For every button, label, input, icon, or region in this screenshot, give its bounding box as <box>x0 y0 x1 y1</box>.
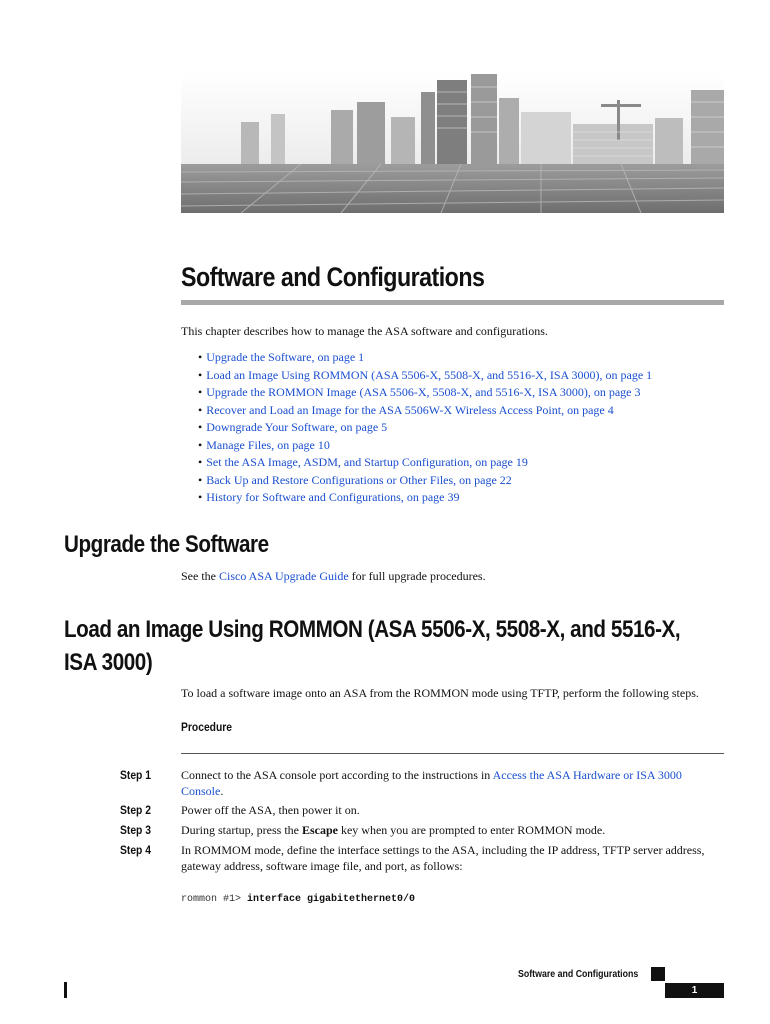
upgrade-heading: Upgrade the Software <box>64 531 269 558</box>
toc-item[interactable]: • History for Software and Configurations, on page 39 <box>198 490 460 504</box>
step3-text-before: During startup, press the <box>181 823 302 837</box>
step3-text-after: key when you are prompted to enter ROMMON mode. <box>337 823 606 837</box>
upgrade-guide-link[interactable]: Cisco ASA Upgrade Guide <box>219 569 349 583</box>
toc-link[interactable]: Set the ASA Image, ASDM, and Startup Configuration, on page 19 <box>206 455 528 469</box>
chapter-toc <box>198 349 652 507</box>
footer-label: Software and Configurations <box>518 969 639 980</box>
toc-link[interactable]: Manage Files, on page 10 <box>206 437 330 452</box>
escape-key: Escape <box>301 823 338 837</box>
toc-item[interactable]: • Downgrade Your Software, on page 5 <box>198 420 388 434</box>
toc-link[interactable]: Upgrade the ROMMON Image (ASA 5506-X, 5508-X, and 5516-X, ISA 3000), on page 3 <box>206 385 641 399</box>
code-command: interface gigabitethernet0/0 <box>247 894 416 905</box>
step1-text-before: Connect to the ASA console port according to the instructions in <box>181 768 493 782</box>
code-sample <box>181 894 415 905</box>
step-text <box>181 822 726 838</box>
page-number: 1 <box>665 983 724 998</box>
step-label: Step 1 <box>120 768 151 782</box>
step-text: Power off the ASA, then power it on. <box>181 803 360 817</box>
step-label: Step 4 <box>120 843 151 857</box>
toc-link[interactable]: Upgrade the Software, on page 1 <box>206 350 365 364</box>
upgrade-text-after: for full upgrade procedures. <box>348 569 486 583</box>
step1-text-after: . <box>220 784 224 798</box>
load-heading-line2: ISA 3000) <box>64 649 153 676</box>
toc-item[interactable]: • Upgrade the Software, on page 1 <box>198 350 365 364</box>
upgrade-text <box>181 569 486 584</box>
footer-tick <box>64 982 67 998</box>
console-access-link[interactable]: Access the ASA Hardware or ISA 3000 Console <box>181 768 682 798</box>
upgrade-text-before: See the <box>181 569 219 583</box>
toc-link[interactable]: Recover and Load an Image for the ASA 5506W-X Wireless Access Point, on page 4 <box>206 402 614 417</box>
toc-item[interactable]: • Upgrade the ROMMON Image (ASA 5506-X, 5508-X, and 5516-X, ISA 3000), on page 3 <box>198 385 641 399</box>
title-rule <box>181 300 724 305</box>
procedure-label: Procedure <box>181 720 233 734</box>
step-label: Step 2 <box>120 803 151 817</box>
toc-link[interactable]: History for Software and Configurations, on page 39 <box>206 490 460 504</box>
step-text: In ROMMOM mode, define the interface settings to the ASA, including the IP address, TFTP server address, gateway address, software image file, and port, as follows: <box>181 843 705 873</box>
header-cityscape-image <box>181 72 724 213</box>
step-label: Step 3 <box>120 823 151 837</box>
chapter-title: Software and Configurations <box>181 262 485 292</box>
toc-item[interactable]: • Load an Image Using ROMMON (ASA 5506-X, 5508-X, and 5516-X, ISA 3000), on page 1 <box>198 367 653 382</box>
toc-item[interactable]: • Recover and Load an Image for the ASA 5506W-X Wireless Access Point, on page 4 <box>198 402 614 417</box>
load-heading-line1: Load an Image Using ROMMON (ASA 5506-X, 5508-X, and 5516-X, <box>64 616 681 643</box>
toc-item[interactable]: • Manage Files, on page 10 <box>198 437 330 452</box>
step-text <box>181 767 726 799</box>
procedure-rule <box>181 753 724 754</box>
toc-item[interactable]: • Back Up and Restore Configurations or Other Files, on page 22 <box>198 472 512 487</box>
load-heading <box>64 613 680 679</box>
toc-item[interactable]: • Set the ASA Image, ASDM, and Startup Configuration, on page 19 <box>198 455 528 469</box>
chapter-intro: This chapter describes how to manage the ASA software and configurations. <box>181 324 548 338</box>
toc-link[interactable]: Load an Image Using ROMMON (ASA 5506-X, 5508-X, and 5516-X, ISA 3000), on page 1 <box>206 367 653 382</box>
load-intro: To load a software image onto an ASA from the ROMMON mode using TFTP, perform the following steps. <box>181 686 699 700</box>
toc-link[interactable]: Back Up and Restore Configurations or Other Files, on page 22 <box>206 472 512 487</box>
code-prompt: rommon #1> <box>181 894 242 905</box>
footer-block <box>651 967 665 981</box>
toc-link[interactable]: Downgrade Your Software, on page 5 <box>206 420 388 434</box>
